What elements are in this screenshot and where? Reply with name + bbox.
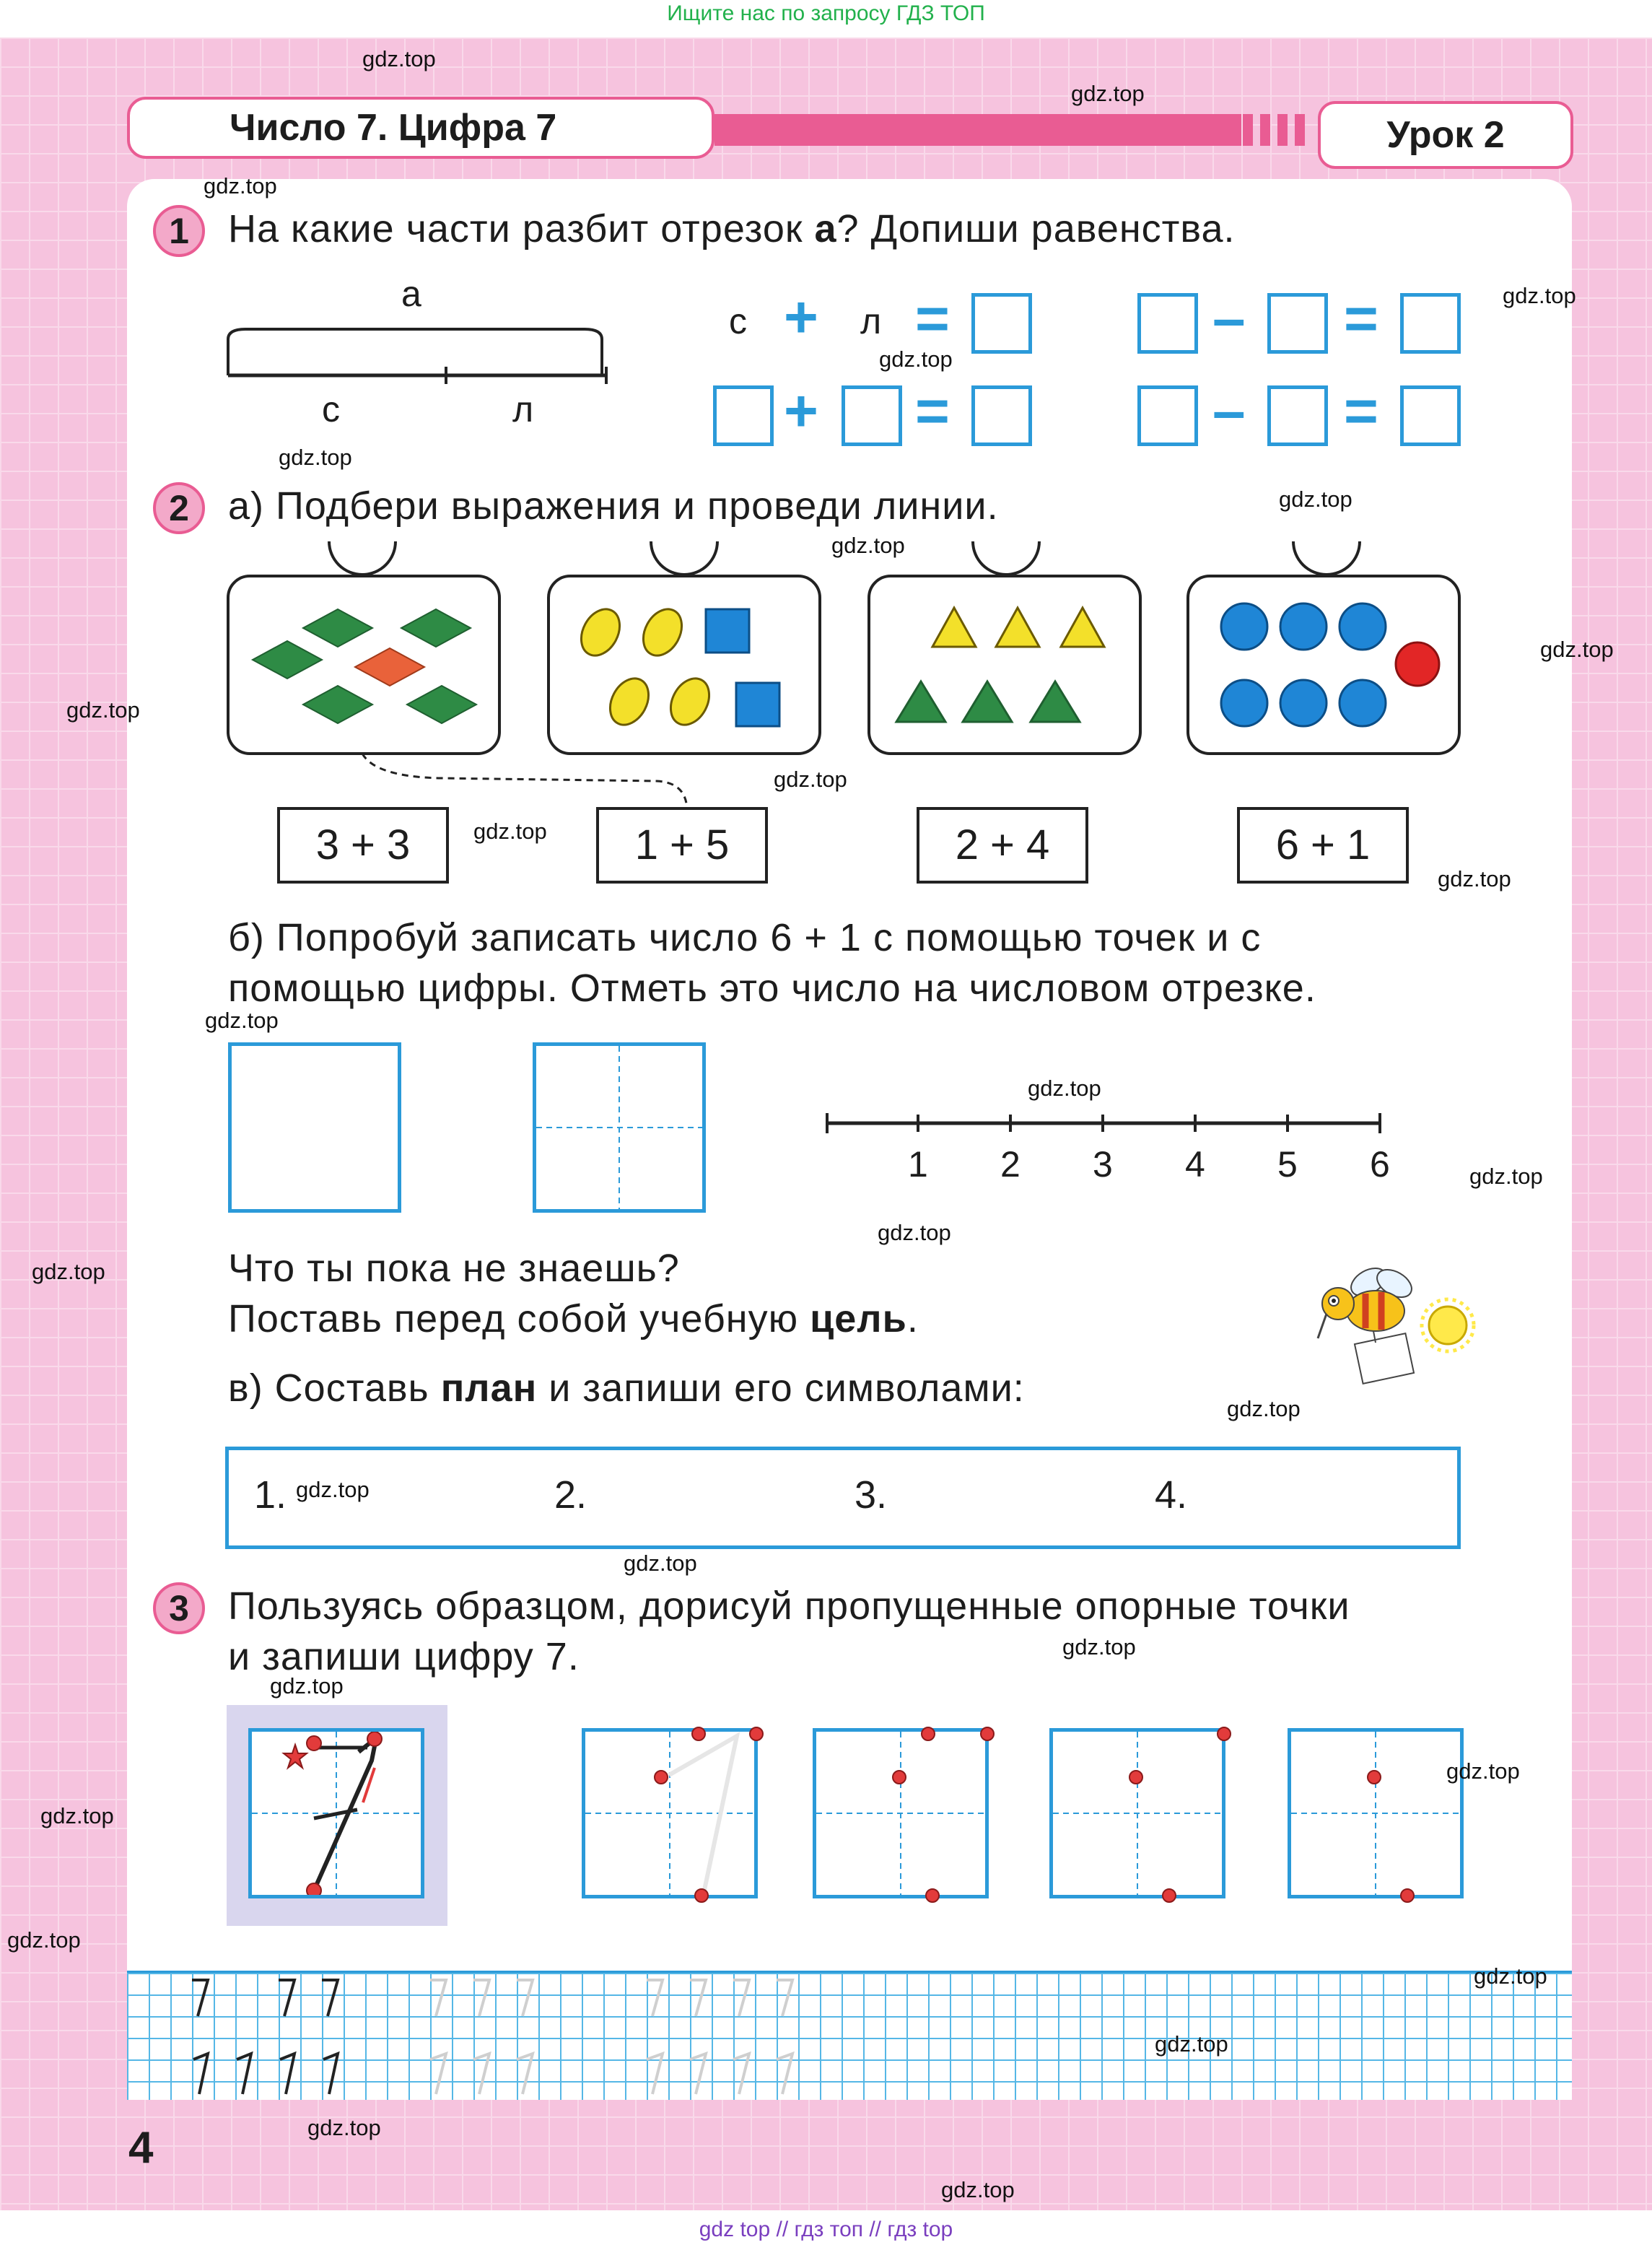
ovals-squares-icon [550,577,818,752]
task2a-text: а) Подбери выражения и проведи линии. [228,484,999,528]
equals-sign: = [915,286,950,352]
segment-diagram [217,318,621,397]
watermark: gdz.top [624,1551,697,1576]
watermark: gdz.top [831,533,905,558]
anchor-dot [1162,1888,1176,1903]
plan-box[interactable] [225,1447,1461,1549]
guide-lines [816,1732,985,1895]
answer-box[interactable] [1267,385,1328,446]
anchor-dot [1400,1888,1415,1903]
expression-box[interactable]: 2 + 4 [917,807,1088,884]
guide-lines [585,1732,754,1895]
watermark: gdz.top [205,1008,279,1033]
segment-label-a: а [401,274,422,314]
lesson-label: Урок 2 [1318,101,1573,169]
dots-box[interactable] [228,1042,401,1213]
number-line-label: 5 [1277,1144,1298,1185]
practice-card[interactable] [1288,1728,1464,1898]
watermark: gdz.top [32,1259,105,1284]
minus-sign: – [1212,378,1246,444]
watermark: gdz.top [473,819,547,844]
diamonds-icon [230,577,498,752]
task-number-2: 2 [153,482,205,534]
promo-bottom[interactable]: gdz top // гдз топ // гдз top [699,2218,953,2241]
watermark: gdz.top [66,697,140,723]
eq-c: с [729,301,748,341]
equals-sign: = [915,378,950,444]
answer-box[interactable] [1137,385,1198,446]
question-unknown: Что ты пока не знаешь? [228,1247,680,1290]
anchor-dot [1217,1727,1231,1741]
watermark: gdz.top [1071,81,1145,106]
watermark: gdz.top [1279,487,1352,512]
watermark: gdz.top [270,1673,344,1699]
watermark: gdz.top [204,173,277,199]
plus-sign: + [784,378,818,444]
anchor-dot [749,1727,764,1741]
anchor-dot [921,1727,935,1741]
bee-icon [1296,1253,1477,1397]
anchor-dot [694,1888,709,1903]
eq-l: л [860,301,883,341]
number-line[interactable] [820,1107,1390,1143]
task-number-3: 3 [153,1582,205,1634]
answer-box[interactable] [1267,293,1328,354]
circles-icon [1189,577,1458,752]
watermark: gdz.top [362,46,436,71]
plan-item: 2. [554,1473,587,1517]
expression-box[interactable]: 6 + 1 [1237,807,1409,884]
writing-grid[interactable] [127,1971,1572,2100]
minus-sign: – [1212,286,1246,352]
number-line-label: 2 [1000,1144,1021,1185]
sevens-handwriting [127,1973,1572,2100]
shape-card-diamonds[interactable] [227,575,501,755]
answer-box[interactable] [713,385,774,446]
anchor-dot [654,1770,668,1784]
answer-box[interactable] [971,293,1032,354]
anchor-dot [980,1727,995,1741]
segment-label-l: л [512,389,535,429]
guide-lines [1053,1732,1222,1895]
anchor-dot [1367,1770,1381,1784]
task1-question: На какие части разбит отрезок а? Допиши равенства. [228,207,1236,250]
task-number-1: 1 [153,205,205,257]
guide-lines [536,1046,702,1209]
anchor-dot [892,1770,906,1784]
answer-box[interactable] [842,385,902,446]
equals-sign: = [1344,378,1378,444]
watermark: gdz.top [1062,1634,1136,1660]
watermark: gdz.top [879,346,953,372]
watermark: gdz.top [1469,1164,1543,1189]
digit-box[interactable] [533,1042,706,1213]
title-stripe [714,114,1241,146]
equals-sign: = [1344,286,1378,352]
watermark: gdz.top [279,445,352,470]
practice-card[interactable] [813,1728,989,1898]
practice-card[interactable] [1049,1728,1225,1898]
triangles-icon [870,577,1139,752]
anchor-dot [1129,1770,1143,1784]
page-title: Число 7. Цифра 7 [127,97,714,159]
anchor-dot [925,1888,940,1903]
watermark: gdz.top [1446,1758,1520,1784]
plan-item: 1. [254,1473,287,1517]
promo-top[interactable]: Ищите нас по запросу ГДЗ ТОП [667,1,985,25]
watermark: gdz.top [1438,866,1511,891]
anchor-dot [691,1727,706,1741]
number-line-label: 4 [1185,1144,1206,1185]
shape-card-triangles[interactable] [867,575,1142,755]
watermark: gdz.top [941,2177,1015,2202]
answer-box[interactable] [1400,385,1461,446]
task2b-line1: б) Попробуй записать число 6 + 1 с помощью точек и с [228,916,1262,959]
sample-card [248,1728,424,1898]
number-line-label: 1 [908,1144,929,1185]
expression-box[interactable]: 1 + 5 [596,807,768,884]
number-line-label: 3 [1093,1144,1114,1185]
task3-line2: и запиши цифру 7. [228,1635,580,1678]
watermark: gdz.top [1227,1396,1301,1421]
watermark: gdz.top [296,1477,370,1502]
shape-card-ovals-squares[interactable] [547,575,821,755]
plus-sign: + [784,284,818,350]
answer-box[interactable] [971,385,1032,446]
task3-line1: Пользуясь образцом, дорисуй пропущенные опорные точки [228,1584,1350,1628]
shape-card-circles[interactable] [1186,575,1461,755]
task2v-text: в) Составь план и запиши его символами: [228,1366,1025,1410]
watermark: gdz.top [1155,2031,1228,2057]
watermark: gdz.top [1540,637,1614,662]
practice-card[interactable] [582,1728,758,1898]
watermark: gdz.top [7,1927,81,1953]
number-line-label: 6 [1370,1144,1391,1185]
plan-item: 3. [855,1473,888,1517]
connector-line [354,751,700,816]
answer-box[interactable] [1137,293,1198,354]
watermark: gdz.top [1474,1963,1547,1989]
answer-box[interactable] [1400,293,1461,354]
watermark: gdz.top [1028,1076,1101,1101]
segment-label-c: с [322,389,341,429]
stripe-ticks [1243,114,1308,146]
seven-sample-icon [252,1732,421,1895]
watermark: gdz.top [878,1220,951,1245]
watermark: gdz.top [307,2115,381,2140]
watermark: gdz.top [1503,283,1576,308]
question-goal: Поставь перед собой учебную цель. [228,1297,919,1340]
task2b-line2: помощью цифры. Отметь это число на числовом отрезке. [228,967,1316,1010]
watermark: gdz.top [774,767,847,792]
guide-lines [1291,1732,1460,1895]
expression-box[interactable]: 3 + 3 [277,807,449,884]
plan-item: 4. [1155,1473,1188,1517]
page-number: 4 [128,2123,154,2173]
watermark: gdz.top [40,1803,114,1828]
